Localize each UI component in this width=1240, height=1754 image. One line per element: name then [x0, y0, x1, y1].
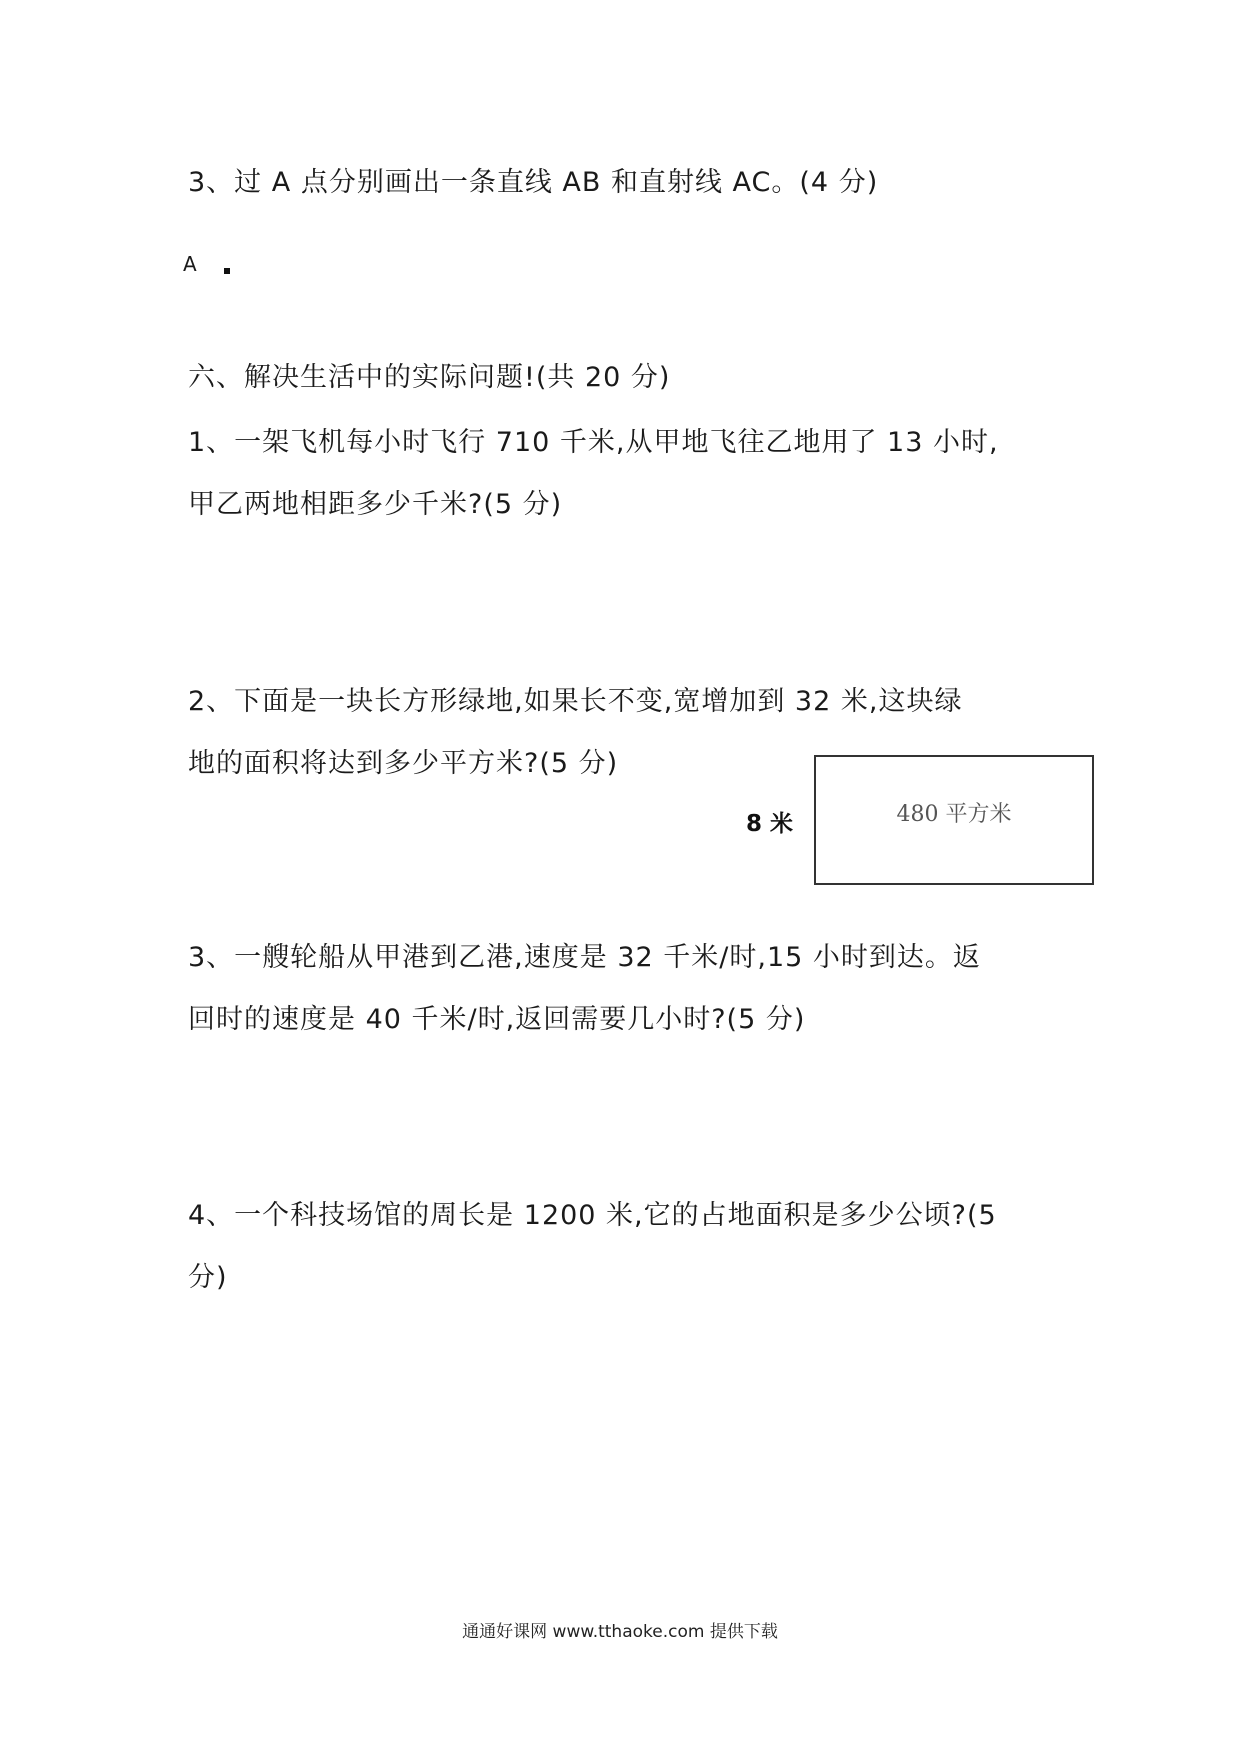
question-6-2-line1: 2、下面是一块长方形绿地,如果长不变,宽增加到 32 米,这块绿 — [188, 686, 963, 717]
question-5-3: 3、过 A 点分别画出一条直线 AB 和直射线 AC。(4 分) — [188, 167, 879, 198]
point-a-dot — [224, 268, 230, 274]
rectangle-area-label: 480 平方米 — [896, 802, 1012, 827]
rectangle-side-label: 8 米 — [746, 811, 794, 837]
footer-credit: 通通好课网 www.tthaoke.com 提供下载 — [462, 1622, 778, 1642]
question-6-3-line1: 3、一艘轮船从甲港到乙港,速度是 32 千米/时,15 小时到达。返 — [188, 942, 981, 973]
question-6-4-line2: 分) — [188, 1262, 228, 1293]
question-6-4-line1: 4、一个科技场馆的周长是 1200 米,它的占地面积是多少公顷?(5 — [188, 1200, 997, 1231]
green-rectangle-figure — [814, 755, 1094, 885]
question-6-1-line1: 1、一架飞机每小时飞行 710 千米,从甲地飞往乙地用了 13 小时, — [188, 427, 999, 458]
question-6-2-line2: 地的面积将达到多少平方米?(5 分) — [188, 748, 619, 779]
question-6-3-line2: 回时的速度是 40 千米/时,返回需要几小时?(5 分) — [188, 1004, 806, 1035]
question-6-1-line2: 甲乙两地相距多少千米?(5 分) — [188, 489, 563, 520]
point-a-label: A — [183, 252, 197, 276]
section-6-heading: 六、解决生活中的实际问题!(共 20 分) — [188, 362, 671, 393]
